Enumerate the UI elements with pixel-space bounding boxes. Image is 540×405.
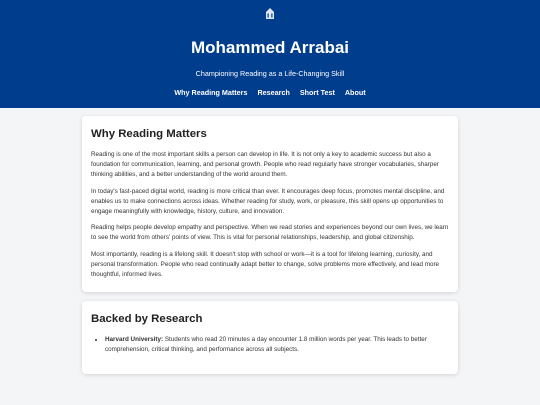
section-heading: Why Reading Matters <box>91 128 207 140</box>
section-heading: Backed by Research <box>91 313 203 326</box>
nav-link-about[interactable]: About <box>344 88 366 97</box>
nav-link-research[interactable]: Research <box>257 88 290 97</box>
site-header <box>0 0 540 108</box>
research-list <box>91 335 449 355</box>
list-item <box>105 335 449 355</box>
paragraph: Reading helps people develop empathy and perspective. When we read stories and experiences beyond our own lives, we learn to see the world from others' points of view. This is vital for personal relationships, leadership, and global citizenship. <box>91 224 449 242</box>
nav-link-short-test[interactable]: Short Test <box>299 88 335 97</box>
site-tagline: Championing Reading as a Life-Changing Skill <box>195 69 345 78</box>
research-text: Students who read 20 minutes a day encounter 1.8 million words per year. This leads to better comprehension, critical thinking, and performance across all subjects. <box>105 336 427 354</box>
why-reading-matters-section <box>82 116 458 292</box>
paragraph: In today's fast-paced digital world, reading is more critical than ever. It encourages deep focus, promotes mental discipline, and enables us to make connections across ideas. Whether reading for study, work, or pleasure, this skill opens up opportunities to engage meaningfully with knowledge, history, culture, and innovation. <box>91 187 445 216</box>
paragraph: Reading is one of the most important skills a person can develop in life. It is not only a key to academic success but also a foundation for communication, learning, and personal growth. People who read regularly have stronger vocabularies, sharper thinking abilities, and a better understanding of the world around them. <box>91 151 439 179</box>
main-nav <box>0 88 540 97</box>
main-content <box>82 116 458 374</box>
building-icon <box>265 8 275 20</box>
research-section <box>82 301 458 373</box>
research-source: Harvard University: <box>105 336 164 344</box>
paragraph: Most importantly, reading is a lifelong skill. It doesn't stop with school or work—it is a tool for lifelong learning, curiosity, and personal transformation. People who read continually adapt better to change, solve problems more effectively, and lead more thoughtful, informed lives. <box>91 250 440 279</box>
site-title: Mohammed Arrabai <box>190 38 350 57</box>
nav-link-why-reading-matters[interactable]: Why Reading Matters <box>174 88 248 97</box>
